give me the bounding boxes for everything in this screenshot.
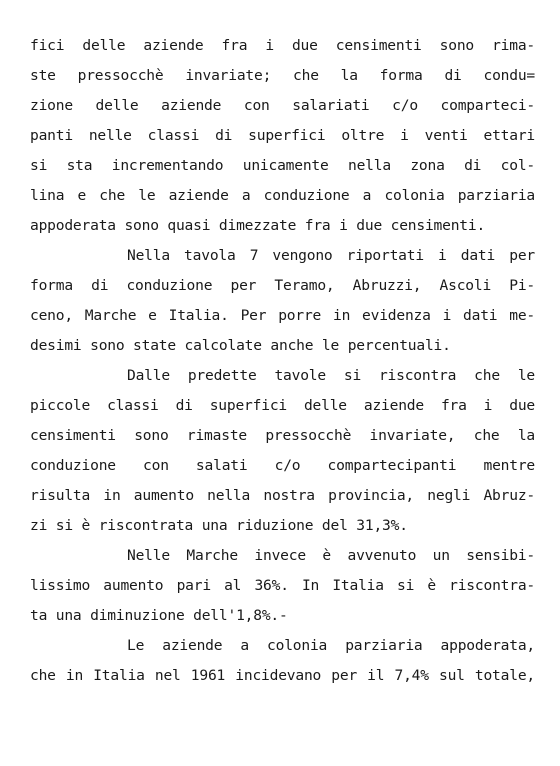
text-line: panti nelle classi di superfici oltre i venti ettari <box>30 127 535 144</box>
text-line: si sta incrementando unicamente nella zona di col- <box>30 157 535 174</box>
text-line: zione delle aziende con salariati c/o comparteci- <box>30 97 535 114</box>
text-line: lissimo aumento pari al 36%. In Italia si è riscontra- <box>30 577 535 594</box>
text-line: zi si è riscontrata una riduzione del 31,3%. <box>30 517 408 534</box>
paragraph-first-line: Nella tavola 7 vengono riportati i dati per <box>127 247 535 264</box>
paragraph-first-line: Nelle Marche invece è avvenuto un sensibi- <box>127 547 535 564</box>
text-line: ceno, Marche e Italia. Per porre in evidenza i dati me- <box>30 307 535 324</box>
text-line: lina e che le aziende a conduzione a colonia parziaria <box>30 187 535 204</box>
text-line: che in Italia nel 1961 incidevano per il 7,4% sul totale, <box>30 667 535 684</box>
text-line: fici delle aziende fra i due censimenti sono rima- <box>30 37 535 54</box>
text-line: ta una diminuzione dell'1,8%.- <box>30 607 288 624</box>
paragraph-first-line: Le aziende a colonia parziaria appoderata, <box>127 637 535 654</box>
text-line: desimi sono state calcolate anche le percentuali. <box>30 337 451 354</box>
text-line: piccole classi di superfici delle aziende fra i due <box>30 397 535 414</box>
text-line: forma di conduzione per Teramo, Abruzzi, Ascoli Pi- <box>30 277 535 294</box>
paragraph-first-line: Dalle predette tavole si riscontra che le <box>127 367 535 384</box>
text-line: censimenti sono rimaste pressocchè invariate, che la <box>30 427 535 444</box>
text-line: ste pressocchè invariate; che la forma di condu= <box>30 67 535 84</box>
text-line: appoderata sono quasi dimezzate fra i due censimenti. <box>30 217 486 234</box>
text-line: conduzione con salati c/o compartecipanti mentre <box>30 457 535 474</box>
text-line: risulta in aumento nella nostra provincia, negli Abruz- <box>30 487 535 504</box>
